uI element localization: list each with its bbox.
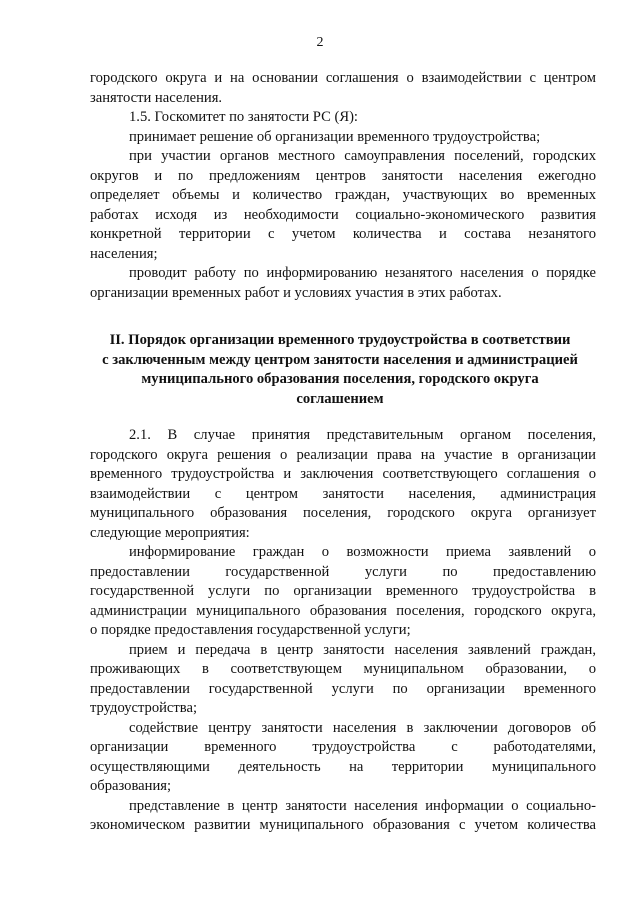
- paragraph-line: проживающих в соответствующем муниципальном образовании, о: [90, 661, 596, 677]
- page-number: 2: [316, 35, 324, 50]
- paragraph-line: определяет объемы и количество граждан, участвующих во временных: [90, 187, 596, 203]
- paragraph-line: следующие мероприятия:: [90, 525, 250, 541]
- section-heading-line: II. Порядок организации временного трудоустройства в соответствии: [109, 332, 571, 348]
- paragraph-line: муниципального образования поселения, городского округа организует: [90, 505, 596, 521]
- paragraph-line: населения;: [90, 246, 158, 262]
- paragraph-line: городского округа и на основании соглашения о взаимодействии с центром: [90, 70, 596, 86]
- paragraph-line: о порядке предоставления государственной услуги;: [90, 622, 411, 638]
- paragraph-line: осуществляющими деятельность на территории муниципального: [90, 759, 596, 775]
- paragraph-line: при участии органов местного самоуправления поселений, городских: [129, 148, 596, 164]
- paragraph-line: городского округа решения о реализации права на участие в организации: [90, 447, 596, 463]
- paragraph-line: прием и передача в центр занятости населения заявлений граждан,: [129, 642, 596, 658]
- paragraph-line: предоставлении государственной услуги по организации временного: [90, 681, 596, 697]
- paragraph-line: проводит работу по информированию незанятого населения о порядке: [129, 265, 596, 281]
- paragraph-line: трудоустройства;: [90, 700, 198, 716]
- paragraph-line: представление в центр занятости населения информации о социально-: [129, 798, 596, 814]
- paragraph-line: образования;: [90, 778, 172, 794]
- paragraph-line: информирование граждан о возможности приема заявлений о: [129, 544, 596, 560]
- paragraph-line: содействие центру занятости населения в заключении договоров об: [129, 720, 596, 736]
- section-heading-line: соглашением: [296, 391, 384, 407]
- paragraph-line: администрации муниципального образования поселения, городского округа,: [90, 603, 596, 619]
- paragraph-line: взаимодействии с центром занятости населения, администрация: [90, 486, 596, 502]
- paragraph-line: экономическом развитии муниципального образования с учетом количества: [90, 817, 596, 833]
- section-heading-line: с заключенным между центром занятости населения и администрацией: [102, 352, 578, 368]
- paragraph-line: занятости населения.: [90, 90, 223, 106]
- section-heading-line: муниципального образования поселения, городского округа: [141, 371, 539, 387]
- paragraph-line: организации временных работ и условиях участия в этих работах.: [90, 285, 502, 301]
- paragraph-line: принимает решение об организации временного трудоустройства;: [129, 129, 541, 145]
- paragraph-line: организации временного трудоустройства с работодателями,: [90, 739, 596, 755]
- paragraph-line: предоставлении государственной услуги по предоставлению: [90, 564, 596, 580]
- paragraph-line: 2.1. В случае принятия представительным органом поселения,: [129, 427, 596, 443]
- paragraph-line: 1.5. Госкомитет по занятости РС (Я):: [129, 109, 358, 125]
- paragraph-line: временного трудоустройства и заключения соответствующего соглашения о: [90, 466, 596, 482]
- paragraph-line: работах исходя из необходимости социально-экономического развития: [90, 207, 596, 223]
- paragraph-line: конкретной территории с учетом количества и состава незанятого: [90, 226, 596, 242]
- paragraph-line: государственной услуги по организации временного трудоустройства в: [90, 583, 596, 599]
- paragraph-line: округов и по предложениям центров занятости населения ежегодно: [90, 168, 596, 184]
